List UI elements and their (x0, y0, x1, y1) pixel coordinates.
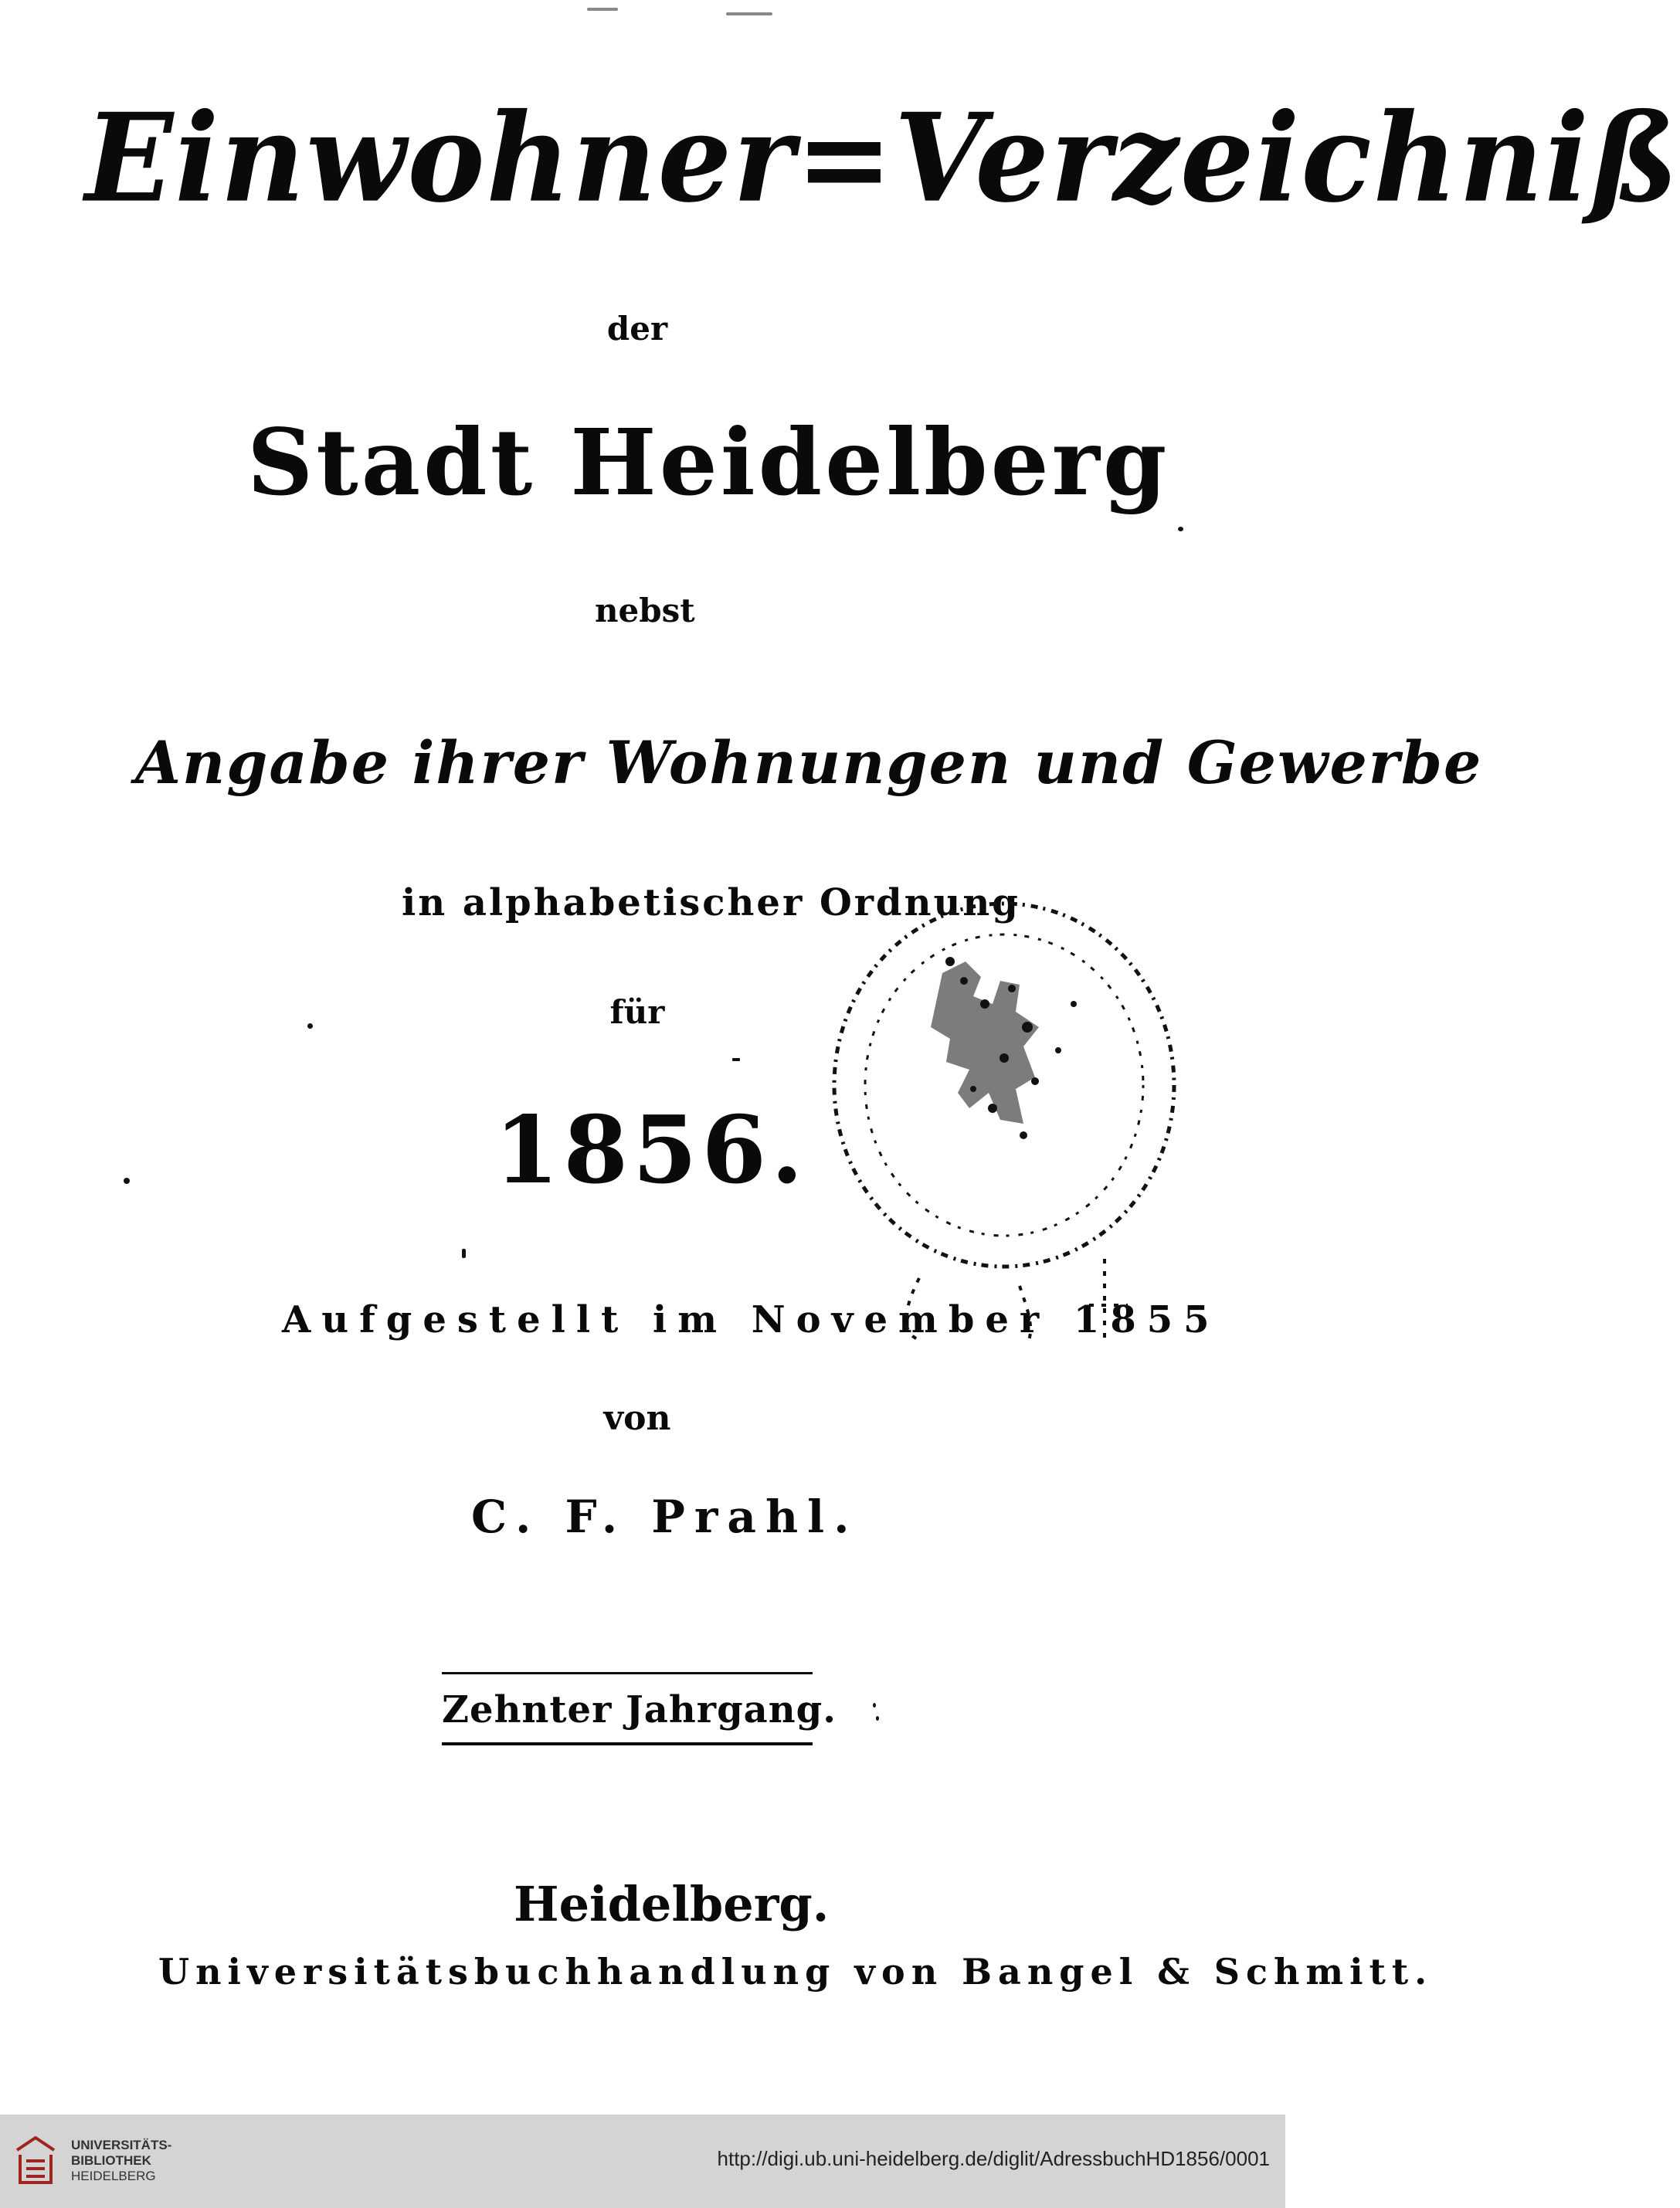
publisher-line: Universitätsbuchhandlung von Bangel & Schmitt. (158, 1951, 1434, 1993)
edition-frame (442, 1672, 837, 1745)
edition-label: Zehnter Jahrgang. (442, 1688, 837, 1731)
ink-speck (462, 1249, 466, 1258)
ink-speck (876, 1716, 879, 1721)
logo-line-3: HEIDELBERG (71, 2169, 156, 2183)
ink-speck (873, 1703, 876, 1708)
compiled-line: Aufgestellt im November 1855 (282, 1298, 1220, 1341)
ink-speck (587, 8, 618, 11)
word-von: von (603, 1399, 671, 1438)
ink-speck (307, 1023, 313, 1029)
document-subtitle: Angabe ihrer Wohnungen und Gewerbe (135, 728, 1483, 797)
library-logo-text (71, 2138, 171, 2184)
publication-year: 1856. (494, 1096, 808, 1205)
source-url-link[interactable]: http://digi.ub.uni-heidelberg.de/diglit/AdressbuchHD1856/0001 (717, 2147, 1270, 2170)
publication-place: Heidelberg. (514, 1876, 830, 1932)
library-logo-icon (11, 2133, 60, 2189)
word-fuer: für (609, 993, 665, 1031)
word-nebst: nebst (595, 592, 695, 629)
heraldic-lion-stamp-icon (826, 888, 1205, 1321)
city-name: Stadt Heidelberg (247, 409, 1170, 516)
logo-line-2: BIBLIOTHEK (71, 2153, 151, 2168)
footer-bar (0, 2115, 1285, 2208)
document-title: Einwohner=Verzeichniß (85, 86, 1680, 230)
word-der: der (606, 310, 668, 348)
ink-speck (1178, 527, 1183, 531)
logo-line-1: UNIVERSITÄTS- (71, 2138, 172, 2152)
ink-speck (726, 12, 772, 15)
author-name: C. F. Prahl. (471, 1491, 859, 1543)
ink-speck (732, 1058, 740, 1061)
order-line: in alphabetischer Ordnung (402, 881, 1020, 924)
ink-speck (124, 1178, 130, 1184)
